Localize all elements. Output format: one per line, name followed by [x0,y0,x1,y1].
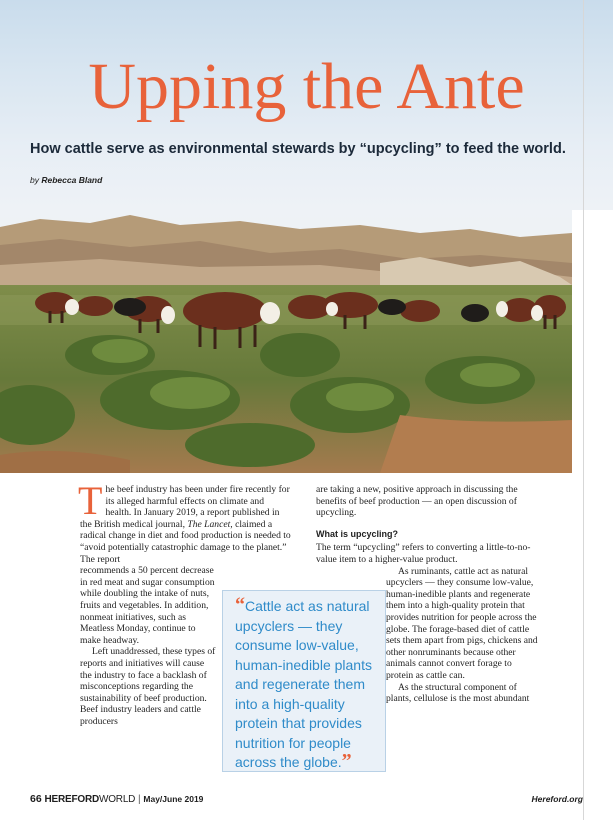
cattle-photo [0,205,572,473]
byline-prefix: by [30,175,39,185]
paragraph-1-continued: recommends a 50 percent decrease in red meat and sugar consumption while doubling the intake of nuts, fruits and vegetables. In addition, nonmeat initiatives, such as Meatless Monday, continue to make headway. [80,565,215,646]
brand-name-light: WORLD [98,794,136,805]
website-link[interactable]: Hereford.org [531,794,583,804]
drop-cap: T [78,478,103,523]
page-footer [30,793,583,807]
close-quote-mark: ” [341,750,352,772]
page-number: 66 [30,793,42,805]
paragraph-6: As the structural component of plants, cellulose is the most abundant [386,681,530,705]
pull-quote [222,590,386,772]
paragraph-3: are taking a new, positive approach in discussing the benefits of beef production — an open discussion of upcycling. [316,484,518,519]
journal-name: The Lancet [187,518,231,530]
issue-date: May/June 2019 [143,794,204,804]
author-name: Rebecca Bland [41,175,103,185]
paragraph-5: As ruminants, cattle act as natural upcyclers — they consume low-value, human-inedible plants and regenerate them into a high-quality protein that provides nutrition for people across the globe. The forage-based diet of cattle sets them apart from pigs, chickens and other nonruminants because other animals cannot convert forage to protein as cattle can. [386,565,538,681]
pull-quote-text: Cattle act as natural upcyclers — they consume low-value, human-inedible plants and regenerate them into a high-quality protein that provides nutrition for people across the globe. [235,598,372,770]
footer-separator: | [138,794,141,805]
wrapped-text-2 [386,566,538,705]
paragraph-1 [78,478,292,565]
paragraph-1-text-b: , claimed a radical change in diet and food production is needed to “avoid potentially catastrophic damage to the planet.” The report [80,518,291,565]
paragraph-1-text-a: he beef industry has been under fire recently for its alleged harmful effects on climate and health. In January 2019, a report published in the British medical journal, [80,484,290,530]
open-quote-mark: “ [235,594,245,616]
byline [30,175,102,185]
page-edge-rule [583,0,584,820]
article-title: Upping the Ante [88,50,525,123]
section-heading: What is upcycling? [316,528,399,539]
wrapped-text [80,565,218,727]
article-subtitle: How cattle serve as environmental stewards by “upcycling” to feed the world. [30,141,566,157]
paragraph-2: Left unaddressed, these types of reports and initiatives will cause the industry to face a backlash of misconceptions regarding the sustainability of beef production. Beef industry leaders and cattle producers [80,646,216,727]
paragraph-4: The term “upcycling” refers to converting a little-to-no-value item to a higher-value product. [316,542,531,565]
brand-name-bold: HEREFORD [44,794,99,805]
